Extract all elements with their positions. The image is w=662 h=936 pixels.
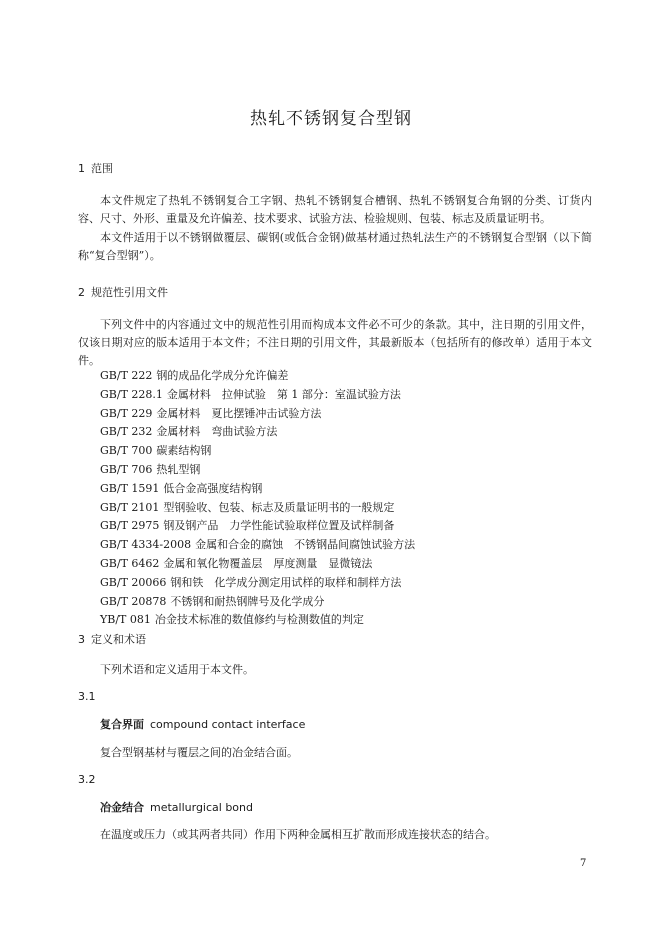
reference-code: GB/T 700 bbox=[100, 444, 153, 458]
reference-title: 低合金高强度结构钢 bbox=[163, 481, 263, 495]
reference-code: GB/T 222 bbox=[100, 369, 153, 382]
scope-paragraph-2: 本文件适用于以不锈钢做覆层、碳钢(或低合金钢)做基材通过热轧法生产的不锈钢复合型钢（以下简称“复合型钢”）。 bbox=[78, 231, 592, 262]
list-item bbox=[100, 423, 415, 442]
reference-title: 钢和铁 化学成分测定用试样的取样和制样方法 bbox=[170, 575, 402, 589]
reference-title: 钢及钢产品 力学性能试验取样位置及试样制备 bbox=[163, 519, 395, 533]
section-number: 2 bbox=[78, 286, 85, 299]
terms-intro: 下列术语和定义适用于本文件。 bbox=[100, 663, 254, 676]
list-item bbox=[100, 405, 415, 424]
reference-code: YB/T 081 bbox=[100, 613, 151, 627]
reference-code: GB/T 2975 bbox=[100, 519, 160, 533]
term-zh: 复合界面 bbox=[100, 718, 144, 731]
section-title: 范围 bbox=[91, 162, 113, 175]
term-entry bbox=[100, 716, 305, 732]
reference-code: GB/T 4334-2008 bbox=[100, 538, 192, 552]
reference-title: 型钢验收、包装、标志及质量证明书的一般规定 bbox=[163, 500, 395, 514]
reference-code: GB/T 232 bbox=[100, 425, 153, 439]
term-definition: 在温度或压力（或其两者共同）作用下两种金属相互扩散而形成连接状态的结合。 bbox=[100, 828, 496, 841]
list-item bbox=[100, 574, 415, 593]
term-definition: 复合型钢基材与覆层之间的冶金结合面。 bbox=[100, 746, 298, 759]
list-item bbox=[100, 386, 415, 405]
reference-title: 不锈钢和耐热钢牌号及化学成分 bbox=[170, 594, 325, 608]
section-number: 3 bbox=[78, 633, 85, 646]
term-en: compound contact interface bbox=[150, 718, 306, 731]
page-number: 7 bbox=[580, 858, 587, 869]
reference-title: 钢的成品化学成分允许偏差 bbox=[156, 369, 289, 382]
references-intro: 下列文件中的内容通过文中的规范性引用而构成本文件必不可少的条款。其中，注日期的引用文件，仅该日期对应的版本适用于本文件；不注日期的引用文件，其最新版本（包括所有的修改单）适用于本文件。 bbox=[78, 318, 592, 367]
normative-references-list bbox=[100, 367, 415, 630]
list-item bbox=[100, 480, 415, 499]
section-2-heading bbox=[78, 284, 168, 300]
term-zh: 冶金结合 bbox=[100, 801, 144, 814]
list-item bbox=[100, 611, 415, 630]
scope-paragraph-1: 本文件规定了热轧不锈钢复合工字钢、热轧不锈钢复合槽钢、热轧不锈钢复合角钢的分类、订货内容、尺寸、外形、重量及允许偏差、技术要求、试验方法、检验规则、包装、标志及质量证明书。 bbox=[78, 194, 592, 225]
reference-title: 碳素结构钢 bbox=[156, 444, 212, 458]
reference-title: 金属和氧化物覆盖层 厚度测量 显微镜法 bbox=[163, 556, 373, 570]
reference-code: GB/T 229 bbox=[100, 406, 153, 420]
reference-title: 金属和合金的腐蚀 不锈钢晶间腐蚀试验方法 bbox=[195, 538, 416, 552]
list-item bbox=[100, 517, 415, 536]
reference-title: 金属材料 弯曲试验方法 bbox=[156, 425, 278, 439]
term-number: 3.1 bbox=[78, 690, 96, 703]
term-en: metallurgical bond bbox=[150, 801, 253, 814]
list-item bbox=[100, 442, 415, 461]
reference-code: GB/T 706 bbox=[100, 462, 153, 476]
list-item bbox=[100, 367, 415, 386]
reference-title: 热轧型钢 bbox=[156, 462, 201, 476]
term-number: 3.2 bbox=[78, 773, 96, 786]
section-title: 定义和术语 bbox=[91, 633, 146, 646]
reference-title: 金属材料 拉伸试验 第 1 部分：室温试验方法 bbox=[166, 387, 401, 401]
list-item bbox=[100, 536, 415, 555]
list-item bbox=[100, 461, 415, 480]
reference-code: GB/T 6462 bbox=[100, 556, 160, 570]
reference-code: GB/T 1591 bbox=[100, 481, 160, 495]
reference-code: GB/T 20878 bbox=[100, 594, 167, 608]
document-title: 热轧不锈钢复合型钢 bbox=[250, 109, 412, 129]
section-3-heading bbox=[78, 631, 146, 647]
section-number: 1 bbox=[78, 162, 85, 175]
list-item bbox=[100, 593, 415, 612]
list-item bbox=[100, 555, 415, 574]
term-entry bbox=[100, 799, 253, 815]
section-title: 规范性引用文件 bbox=[91, 286, 168, 299]
list-item bbox=[100, 499, 415, 518]
reference-code: GB/T 228.1 bbox=[100, 387, 163, 401]
reference-title: 冶金技术标准的数值修约与检测数值的判定 bbox=[154, 613, 364, 627]
reference-title: 金属材料 夏比摆锤冲击试验方法 bbox=[156, 406, 322, 420]
reference-code: GB/T 20066 bbox=[100, 575, 167, 589]
reference-code: GB/T 2101 bbox=[100, 500, 160, 514]
section-1-heading bbox=[78, 160, 113, 176]
